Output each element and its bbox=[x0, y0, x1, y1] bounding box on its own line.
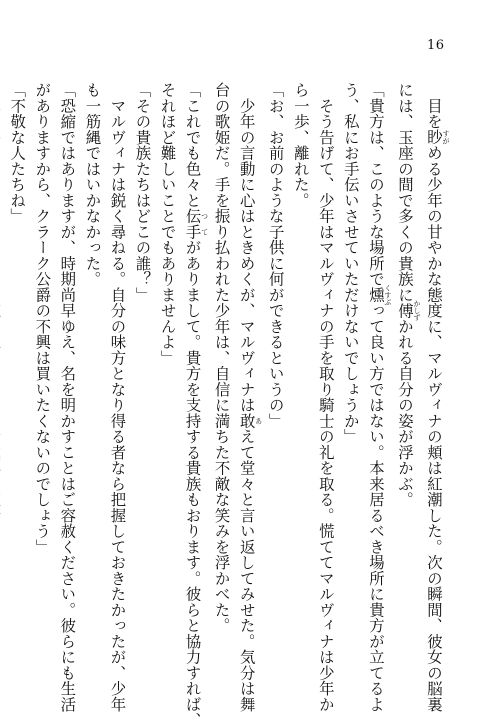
text-line-9: 台の歌姫だ。手を振り払われた少年は、自信に満ちた不敵な笑みを浮かべた。 bbox=[212, 82, 231, 634]
text-line-17: 「不敬な人たちね」 bbox=[8, 82, 27, 224]
text-line-18 bbox=[0, 82, 4, 672]
ruby-a: 敢 あ bbox=[237, 412, 263, 429]
text-line-5: そう告げて、少年はマルヴィナの手を取り騎士の礼を取る。慌ててマルヴィナは少年か bbox=[316, 82, 335, 712]
text-line-4: う、私にお手伝いさせていただけないでしょうか」 bbox=[341, 82, 360, 445]
ruby-kashizu: 傅 かしず bbox=[395, 299, 421, 321]
ruby-kusubu: 燻 くすぶ bbox=[366, 284, 392, 306]
text-line-10: 「これでも色々と伝手 つてがありまして。貴方を支持する貴族もおります。彼らと協力すれば、 bbox=[183, 82, 209, 728]
text-line-8: 少年の言動に心はときめくが、マルヴィナは敢 あえて堂々と言い返してみせた。気分は舞 bbox=[237, 82, 263, 712]
text-line-2: には、玉座の間で多くの貴族に傅 かしずかれる自分の姿が浮かぶ。 bbox=[395, 82, 421, 508]
text-line-11: それほど難しいことでもありませんよ」 bbox=[158, 82, 177, 366]
text-line-15: 「恐縮ではありますが、時期尚早ゆえ、名を明かすことはご容赦ください。彼らにも生活 bbox=[58, 82, 77, 712]
text-line-1: 目を眇 すがめる少年の甘やかな態度に、マルヴィナの頬は紅潮した。次の瞬間、彼女の脳裏 bbox=[425, 82, 450, 712]
text-line-3: 「貴方は、このような場所で燻 くすぶって良い方ではない。本来居るべき場所に貴方が立てるよ bbox=[366, 82, 392, 712]
text-line-13: マルヴィナは鋭く尋ねる。自分の味方となり得る者なら把握しておきたかったが、少年 bbox=[108, 82, 127, 712]
text-line-14: も一筋縄ではいかなかった。 bbox=[83, 82, 102, 287]
text-line-16: がありますから、クラーク公爵の不興は買いたくないのでしょう」 bbox=[33, 82, 52, 555]
text-line-6: ら一歩、離れた。 bbox=[291, 82, 310, 208]
body-text bbox=[8, 82, 450, 728]
ruby-tsute: 伝手 つて bbox=[183, 208, 209, 240]
text-line-7: 「お、お前のような子供に何ができるというの」 bbox=[266, 82, 285, 429]
page-number: 16 bbox=[427, 38, 445, 53]
ruby-sugame: 眇 すが bbox=[425, 129, 450, 145]
text-line-12: 「その貴族たちはどこの誰？」 bbox=[133, 82, 152, 303]
